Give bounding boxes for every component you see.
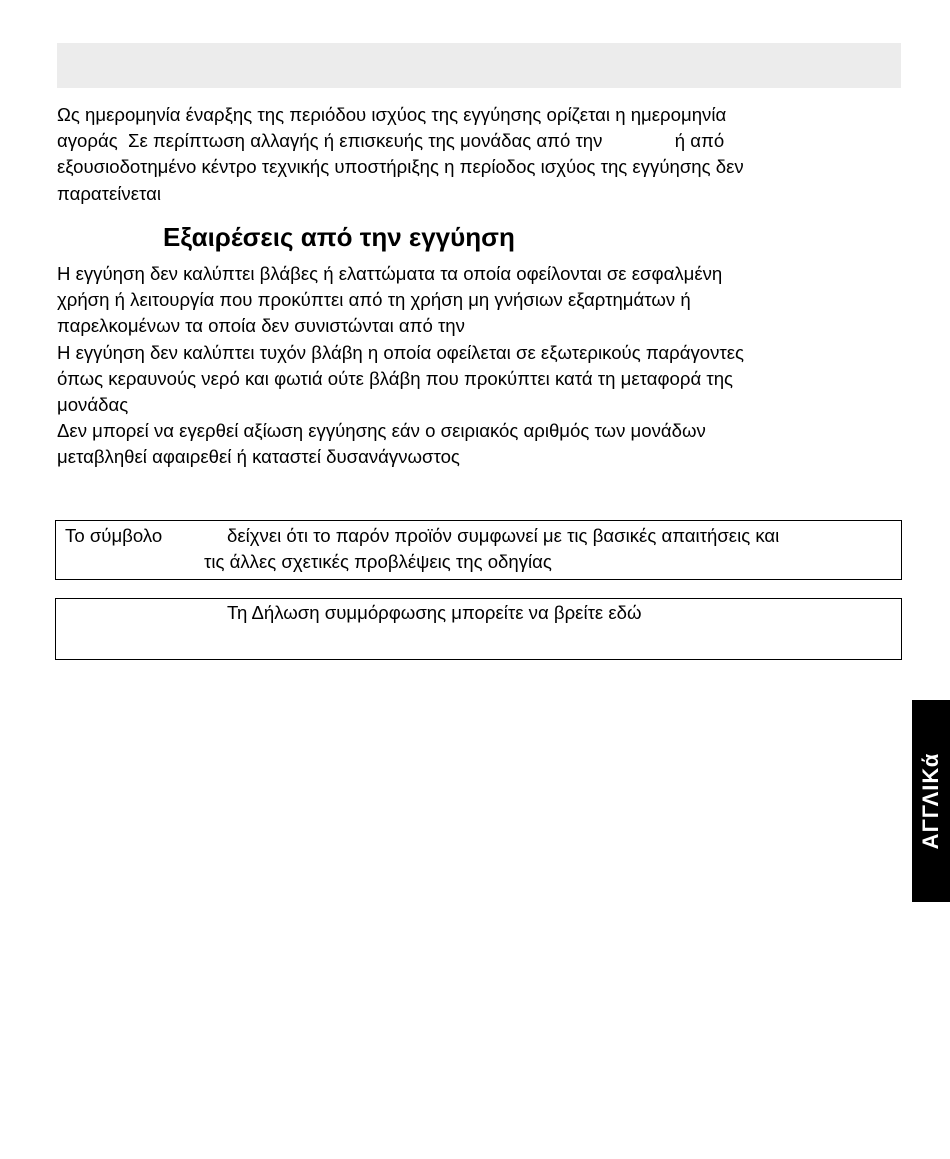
ce-notice-line: δείχνει ότι το παρόν προϊόν συμφωνεί με τις βασικές απαιτήσεις και [227,525,780,546]
ce-symbol-prefix: Το σύμβολο [65,525,163,546]
exclusions-heading: Εξαιρέσεις από την εγγύηση [163,222,515,252]
paragraph-line: παρελκομένων τα οποία δεν συνιστώνται από την [57,315,465,337]
paragraph-line: μονάδας [57,394,129,416]
ce-notice-line: τις άλλες σχετικές προβλέψεις της οδηγίας [204,551,552,572]
warranty-period-paragraph [57,102,897,207]
header-bar [57,43,901,88]
paragraph-line: Η εγγύηση δεν καλύπτει βλάβες ή ελαττώματα τα οποία οφείλονται σε εσφαλμένη [57,263,723,284]
paragraph-line: αγοράς Σε περίπτωση αλλαγής ή επισκευής της μονάδας από την ή από [57,130,725,152]
paragraph-line: όπως κεραυνούς νερό και φωτιά ούτε βλάβη που προκύπτει κατά τη μεταφορά της [57,367,734,389]
exclusions-paragraph [57,261,897,471]
paragraph-line: μεταβληθεί αφαιρεθεί ή καταστεί δυσανάγνωστος [57,446,460,468]
paragraph-line: χρήση ή λειτουργία που προκύπτει από τη χρήση μη γνήσιων εξαρτημάτων ή [57,289,691,311]
declaration-box [55,598,902,660]
language-tab-label: ΑΓΓΛΙΚά [918,752,943,850]
declaration-text: Τη Δήλωση συμμόρφωσης μπορείτε να βρείτε εδώ [227,602,642,623]
ce-compliance-box [55,520,902,580]
paragraph-line: Ως ημερομηνία έναρξης της περιόδου ισχύος της εγγύησης ορίζεται η ημερομηνία [57,104,727,125]
paragraph-line: Η εγγύηση δεν καλύπτει τυχόν βλάβη η οποία οφείλεται σε εξωτερικούς παράγοντες [57,341,744,363]
paragraph-line: Δεν μπορεί να εγερθεί αξίωση εγγύησης εάν ο σειριακός αριθμός των μονάδων [57,420,706,442]
paragraph-line: εξουσιοδοτημένο κέντρο τεχνικής υποστήριξης η περίοδος ισχύος της εγγύησης δεν [57,156,744,178]
language-tab [912,700,950,902]
paragraph-line: παρατείνεται [57,182,161,204]
